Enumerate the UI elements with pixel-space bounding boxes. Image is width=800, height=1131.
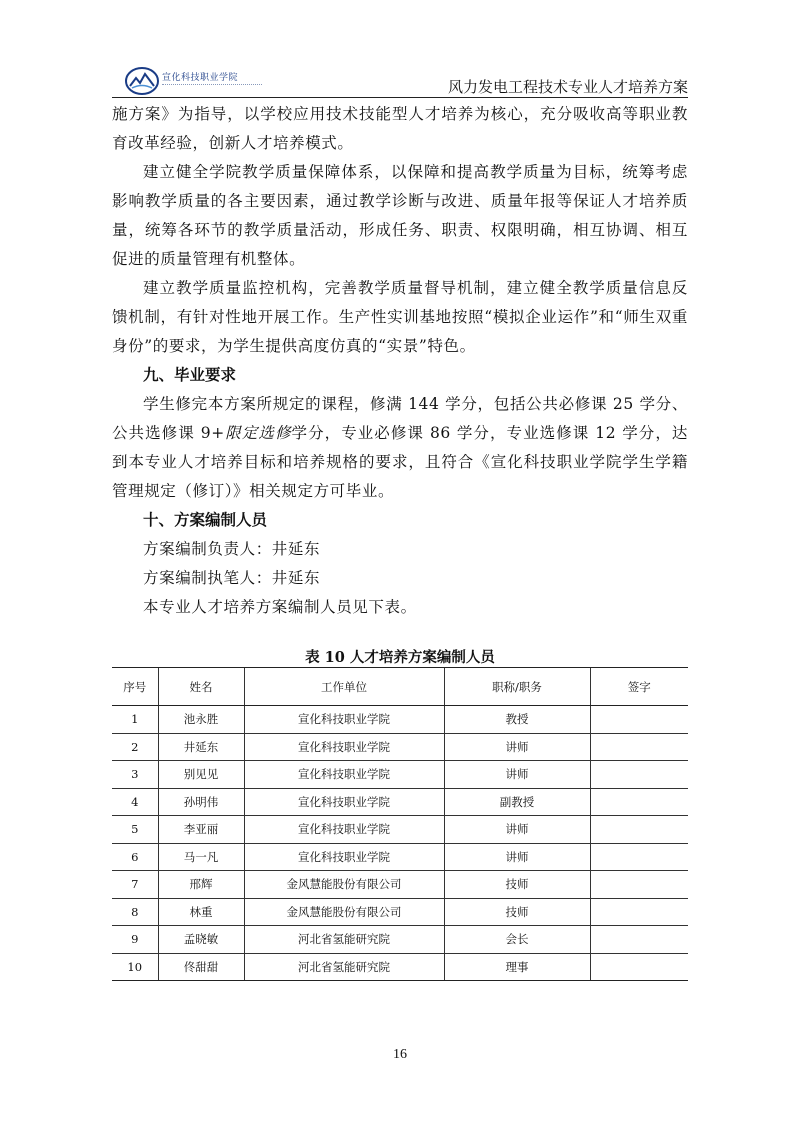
cell-name: 孙明伟 <box>158 788 244 816</box>
cell-name: 邢辉 <box>158 871 244 899</box>
col-header-signature: 签字 <box>590 668 688 706</box>
cell-name: 林重 <box>158 898 244 926</box>
cell-signature <box>590 926 688 954</box>
cell-name: 别见见 <box>158 761 244 789</box>
cell-signature <box>590 953 688 981</box>
table-row <box>112 706 688 734</box>
cell-title: 讲师 <box>444 761 590 789</box>
header-rule <box>112 97 688 98</box>
staff-table <box>112 667 688 981</box>
cell-unit: 宣化科技职业学院 <box>244 706 444 734</box>
cell-name: 池永胜 <box>158 706 244 734</box>
cell-signature <box>590 871 688 899</box>
cell-unit: 河北省氢能研究院 <box>244 926 444 954</box>
writer-line: 方案编制执笔人：井延东 <box>143 569 321 587</box>
col-header-name: 姓名 <box>158 668 244 706</box>
table-row <box>112 733 688 761</box>
cell-signature <box>590 843 688 871</box>
table-row <box>112 761 688 789</box>
cell-title: 教授 <box>444 706 590 734</box>
cell-index: 4 <box>112 788 158 816</box>
cell-unit: 宣化科技职业学院 <box>244 816 444 844</box>
table-header-row <box>112 668 688 706</box>
table-row <box>112 898 688 926</box>
table-row <box>112 788 688 816</box>
page-number: 16 <box>393 1047 407 1062</box>
paragraph-4-part-c: 学分，专业必修课 86 学分，专业选修课 12 学分，达到本专业人才培养目标和培养规格的要求，且符合《宣化科技职业学院学生学籍管理规定（修订）》相关规定方可毕业。 <box>112 424 688 500</box>
paragraph-2: 建立健全学院教学质量保障体系，以保障和提高教学质量为目标，统筹考虑影响教学质量的各主要因素，通过教学诊断与改进、质量年报等保证人才培养质量，统筹各环节的教学质量活动，形成任务、职责、权限明确，相互协调、相互促进的质量管理有机整体。 <box>112 163 688 268</box>
cell-unit: 宣化科技职业学院 <box>244 761 444 789</box>
cell-signature <box>590 816 688 844</box>
cell-title: 讲师 <box>444 843 590 871</box>
cell-title: 会长 <box>444 926 590 954</box>
cell-signature <box>590 898 688 926</box>
paragraph-1: 施方案》为指导，以学校应用技术技能型人才培养为核心，充分吸收高等职业教育改革经验，创新人才培养模式。 <box>112 105 688 152</box>
cell-title: 理事 <box>444 953 590 981</box>
cell-index: 9 <box>112 926 158 954</box>
cell-signature <box>590 706 688 734</box>
paragraph-4 <box>112 390 688 506</box>
table-intro-line: 本专业人才培养方案编制人员见下表。 <box>143 598 417 616</box>
col-header-unit: 工作单位 <box>244 668 444 706</box>
table-row <box>112 871 688 899</box>
paragraph-3: 建立教学质量监控机构，完善教学质量督导机制，建立健全教学质量信息反馈机制，有针对性地开展工作。生产性实训基地按照“模拟企业运作”和“师生双重身份”的要求，为学生提供高度仿真的“实景”特色。 <box>112 279 688 355</box>
page-header <box>112 64 688 100</box>
col-header-index: 序号 <box>112 668 158 706</box>
cell-unit: 金风慧能股份有限公司 <box>244 898 444 926</box>
cell-signature <box>590 733 688 761</box>
cell-unit: 宣化科技职业学院 <box>244 788 444 816</box>
table-row <box>112 843 688 871</box>
cell-unit: 河北省氢能研究院 <box>244 953 444 981</box>
cell-index: 2 <box>112 733 158 761</box>
cell-index: 1 <box>112 706 158 734</box>
paragraph-4-italic: 限定选修 <box>224 424 292 442</box>
table-row <box>112 926 688 954</box>
cell-name: 佟甜甜 <box>158 953 244 981</box>
cell-index: 7 <box>112 871 158 899</box>
table-row <box>112 953 688 981</box>
cell-signature <box>590 788 688 816</box>
section-heading-10: 十、方案编制人员 <box>143 511 268 529</box>
cell-title: 讲师 <box>444 816 590 844</box>
cell-title: 技师 <box>444 898 590 926</box>
cell-index: 3 <box>112 761 158 789</box>
paragraph-4-part-a: 学生修完本方案所规定的课程，修满 144 学分，包括公共必修课 25 学分、公共选修课 9+ <box>112 395 688 442</box>
school-name-english-line <box>162 84 262 87</box>
document-title: 风力发电工程技术专业人才培养方案 <box>447 78 688 96</box>
school-logo-icon <box>124 66 160 96</box>
table-title: 表 10 人才培养方案编制人员 <box>305 649 495 666</box>
cell-title: 副教授 <box>444 788 590 816</box>
cell-unit: 金风慧能股份有限公司 <box>244 871 444 899</box>
body-text <box>112 100 688 622</box>
col-header-title: 职称/职务 <box>444 668 590 706</box>
cell-name: 孟晓敏 <box>158 926 244 954</box>
cell-name: 李亚丽 <box>158 816 244 844</box>
cell-title: 技师 <box>444 871 590 899</box>
lead-author-line: 方案编制负责人：井延东 <box>143 540 321 558</box>
cell-name: 马一凡 <box>158 843 244 871</box>
school-name: 宣化科技职业学院 <box>162 73 239 83</box>
cell-signature <box>590 761 688 789</box>
cell-title: 讲师 <box>444 733 590 761</box>
cell-index: 5 <box>112 816 158 844</box>
cell-unit: 宣化科技职业学院 <box>244 733 444 761</box>
cell-name: 井延东 <box>158 733 244 761</box>
cell-unit: 宣化科技职业学院 <box>244 843 444 871</box>
cell-index: 10 <box>112 953 158 981</box>
section-heading-9: 九、毕业要求 <box>143 366 237 384</box>
cell-index: 6 <box>112 843 158 871</box>
table-row <box>112 816 688 844</box>
cell-index: 8 <box>112 898 158 926</box>
